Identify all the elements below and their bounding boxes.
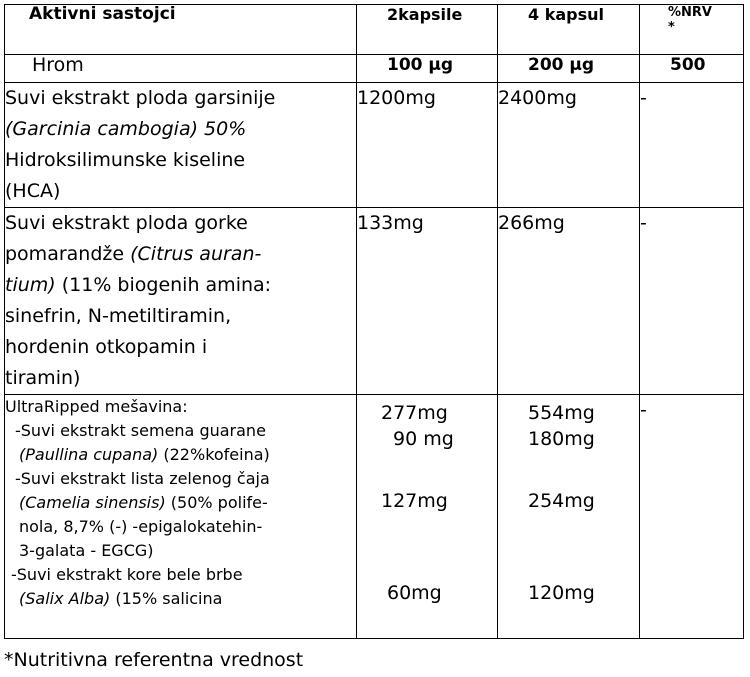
blend-total-2-capsules: 277mg [381,402,448,424]
table-row-ultraripped-blend [5,395,744,639]
bitter-orange-line-4: sinefrin, N-metiltiramin, [5,305,232,327]
table-row-bitter-orange [5,208,744,395]
willow-line-1: -Suvi ekstrakt kore bele brbe [11,565,243,584]
chromium-4-capsules: 200 µg [498,55,640,83]
chromium-name: Hrom [5,55,357,83]
header-row [5,5,744,55]
chromium-nrv: 500 [640,55,744,83]
bitter-orange-line-3b: (11% biogenih amina: [55,274,272,296]
blend-2-capsules [357,395,498,639]
green-tea-line-2b: (50% polife- [165,493,268,512]
guarana-line-2b: (22%kofeina) [158,445,270,464]
blend-description [5,395,357,639]
table-row-garcinia [5,83,744,208]
blend-total-4-capsules: 554mg [528,402,595,424]
ingredients-table [4,4,744,639]
bitter-orange-4-capsules: 266mg [498,208,640,395]
bitter-orange-description [5,208,357,395]
header-ingredients: Aktivni sastojci [5,5,357,55]
blend-nrv: - [640,395,744,639]
header-2-capsules: 2kapsile [357,5,498,55]
garcinia-description [5,83,357,208]
bitter-orange-2-capsules: 133mg [357,208,498,395]
guarana-2-capsules: 90 mg [393,428,454,450]
header-4-capsules: 4 kapsul [498,5,640,55]
header-nrv [640,5,744,55]
green-tea-2-capsules: 127mg [381,490,448,512]
footnote: *Nutritivna referentna vrednost [4,649,304,671]
bitter-orange-latin-1: (Citrus auran- [130,243,262,265]
garcinia-nrv: - [640,83,744,208]
garcinia-line-3: Hidroksilimunske kiseline [5,149,246,171]
bitter-orange-line-2a: pomarandže [5,243,131,265]
table-row-chromium [5,55,744,83]
willow-line-2b: (15% salicina [110,589,223,608]
bitter-orange-nrv: - [640,208,744,395]
willow-latin-name: (Salix Alba) [19,589,111,608]
garcinia-line-4: (HCA) [5,180,61,202]
green-tea-latin-name: (Camelia sinensis) [19,493,166,512]
green-tea-line-4: 3-galata - EGCG) [19,541,154,560]
bitter-orange-latin-2: tium) [5,274,56,296]
garcinia-line-1: Suvi ekstrakt ploda garsinije [5,87,276,109]
header-nrv-asterisk: * [668,20,675,35]
blend-4-capsules [498,395,640,639]
green-tea-line-3: nola, 8,7% (-) -epigalokatehin- [19,517,263,536]
header-nrv-label: %NRV [668,5,712,20]
green-tea-line-1: -Suvi ekstrakt lista zelenog čaja [15,469,270,488]
garcinia-latin-name: (Garcinia cambogia) 50% [5,118,247,140]
green-tea-4-capsules: 254mg [528,490,595,512]
garcinia-2-capsules: 1200mg [357,83,498,208]
chromium-2-capsules: 100 µg [357,55,498,83]
bitter-orange-line-6: tiramin) [5,367,81,389]
guarana-latin-name: (Paullina cupana) [19,445,159,464]
guarana-line-1: -Suvi ekstrakt semena guarane [15,421,266,440]
willow-4-capsules: 120mg [528,582,595,604]
bitter-orange-line-1: Suvi ekstrakt ploda gorke [5,212,248,234]
willow-2-capsules: 60mg [387,582,442,604]
guarana-4-capsules: 180mg [528,428,595,450]
bitter-orange-line-5: hordenin otkopamin i [5,336,208,358]
garcinia-4-capsules: 2400mg [498,83,640,208]
blend-title: UltraRipped mešavina: [5,397,188,416]
